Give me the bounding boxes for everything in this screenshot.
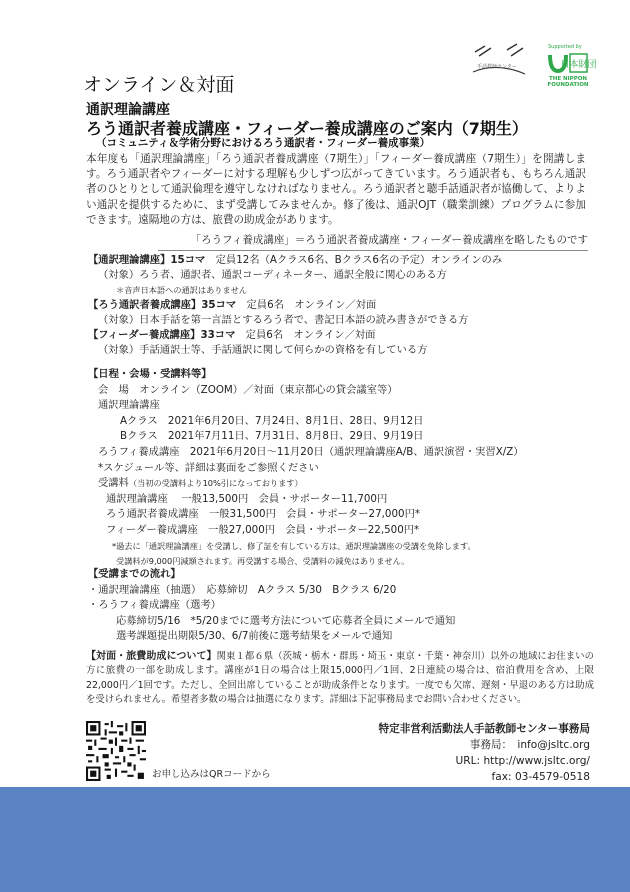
- travel-subsidy: [86, 650, 594, 708]
- class-b-dates: Bクラス 2021年7月11日、7月31日、8月8日、29日、9月19日: [120, 430, 424, 443]
- flow-section: [88, 567, 598, 645]
- schedule-note: *スケジュール等、詳細は裏面をご参照ください: [98, 461, 319, 474]
- theory-label: 通訳理論講座: [98, 399, 160, 412]
- format-title: オンライン＆対面: [83, 74, 235, 96]
- fax-number: fax: 03-4579-0518: [491, 771, 590, 783]
- organization-name: 特定非営利活動法人手話教師センター事務局: [378, 723, 590, 735]
- schedule-section: [88, 367, 598, 570]
- flow-step-3: 応募締切5/16 *5/20までに選考方法について応募者全員にメールで通知: [116, 614, 456, 627]
- course3-detail: 定員6名 オンライン／対面: [235, 329, 376, 341]
- qr-caption: お申し込みはQRコードから: [152, 769, 271, 780]
- contact-block: [360, 721, 590, 785]
- schedule-heading: 【日程・会場・受講料等】: [88, 368, 212, 380]
- website-url[interactable]: URL: http://www.jsltc.org/: [455, 755, 590, 767]
- travel-heading: 【対面・旅費助成について】: [86, 651, 217, 662]
- course1-note: ＊音声日本語への通訳はありません: [116, 285, 248, 295]
- flow-step-1: ・通訳理論講座（抽選） 応募締切 Aクラス 5/30 Bクラス 6/20: [88, 583, 397, 596]
- supported-by-label: Supported by: [548, 44, 582, 50]
- fee-note: （当初の受講料より10%引になっております）: [128, 478, 303, 489]
- course-title-1: 通訳理論講座: [86, 102, 170, 118]
- travel-body: 関東１都６県（茨城・栃木・群馬・埼玉・東京・千葉・神奈川）以外の地域にお住まいの方に旅費の一部を助成します。講座が1日の場合は上限15,000円／1回、2日連続の場合は、宿泊費用を含め、上限22,000円／1回です。ただし、全回出席していることが助成条件となります。一度でも欠席、遅刻・早退のある方は助成を受けられません。希望者多数の場合は抽選になります。詳細は下記事務局までお問い合わせください。: [86, 651, 594, 706]
- nippon-foundation-icon: [546, 51, 597, 75]
- fee-feeder: フィーダー養成講座 一般27,000円 会員・サポーター22,500円*: [106, 523, 420, 536]
- flow-step-4: 選考課題提出期限5/30、6/7前後に選考結果をメールで通知: [116, 630, 393, 643]
- course1-detail: 定員12名（Aクラス6名、Bクラス6名の予定）オンラインのみ: [205, 254, 503, 266]
- flow-step-2: ・ろうフィ養成講座（選考）: [88, 599, 222, 612]
- fee-footnote-1: *過去に「通訳理論講座」を受講し、修了証を有している方は、通訳理論講座の受講を免除します。: [112, 540, 476, 551]
- rofi-dates: ろうフィ養成講座 2021年6月20日～11月20日（通訳理論講座A/B、通訳演習・実習X/Z）: [98, 445, 524, 458]
- intro-paragraph: 本年度も「通訳理論講座」「ろう通訳者養成講座（7期生）」「フィーダー養成講座（7期生）」を開講します。ろう通訳者やフィーダーに対する理解も少しずつ広がってきています。ろう通訳者も、もちろん通訳者のひとりとして通訳倫理を遵守しなければなりません。ろう通訳者と聴手話通訳者が協働して、よりよい通訳を提供するために、まず受講してみませんか。修了後は、通訳OJT（職業訓練）プログラムに参加できます。遠隔地の方は、旅費の助成金があります。: [86, 153, 586, 226]
- courses-section: [88, 253, 598, 358]
- jsltc-logo-label: 手話教師センター: [477, 64, 517, 70]
- course3-title: 【フィーダー養成講座】33コマ: [88, 329, 236, 341]
- hands-icon: [467, 42, 533, 82]
- abbreviation-note: 「ろうフィ養成講座」＝ろう通訳者養成講座・フィーダー養成講座を略したものです: [158, 232, 588, 251]
- course1-title: 【通訳理論講座】15コマ: [88, 254, 206, 266]
- fee-deaf-interpreter: ろう通訳者養成講座 一般31,500円 会員・サポーター27,000円*: [106, 508, 421, 521]
- flow-heading: 【受講までの流れ】: [88, 568, 181, 580]
- footer-band: [0, 787, 630, 892]
- course-title-2: ろう通訳者養成講座・フィーダー養成講座のご案内（7期生）: [86, 119, 528, 138]
- nippon-mark: 日本財団: [560, 60, 597, 70]
- nippon-foundation-label: THE NIPPON FOUNDATION: [547, 76, 589, 89]
- course2-title: 【ろう通訳者養成講座】35コマ: [88, 299, 237, 311]
- jsltc-logo: [467, 42, 533, 82]
- course2-target: （対象）日本手話を第一言語とするろう者で、書記日本語の読み書きができる方: [98, 314, 469, 326]
- course1-target: （対象）ろう者、通訳者、通訳コーディネーター、通訳全般に関心のある方: [98, 269, 447, 281]
- nippon-foundation-logo: [536, 44, 600, 89]
- course2-detail: 定員6名 オンライン／対面: [236, 299, 377, 311]
- course3-target: （対象）手話通訳士等、手話通訳に関して何らかの資格を有している方: [98, 344, 428, 356]
- qr-code-icon[interactable]: [86, 721, 146, 781]
- office-email[interactable]: 事務局： info@jsltc.org: [469, 739, 590, 751]
- fee-footnote-2: 受講料が9,000円減額されます。再受講する場合、受講料の減免はありません。: [116, 556, 410, 567]
- subtitle: （コミュニティ＆学術分野におけるろう通訳者・フィーダー養成事業）: [96, 137, 431, 149]
- fee-theory: 通訳理論講座 一般13,500円 会員・サポーター11,700円: [106, 492, 388, 505]
- venue: 会 場 オンライン（ZOOM）／対面（東京都心の貸会議室等）: [98, 383, 398, 396]
- fee-label: 受講料: [98, 477, 129, 490]
- class-a-dates: Aクラス 2021年6月20日、7月24日、8月1日、28日、9月12日: [120, 414, 424, 427]
